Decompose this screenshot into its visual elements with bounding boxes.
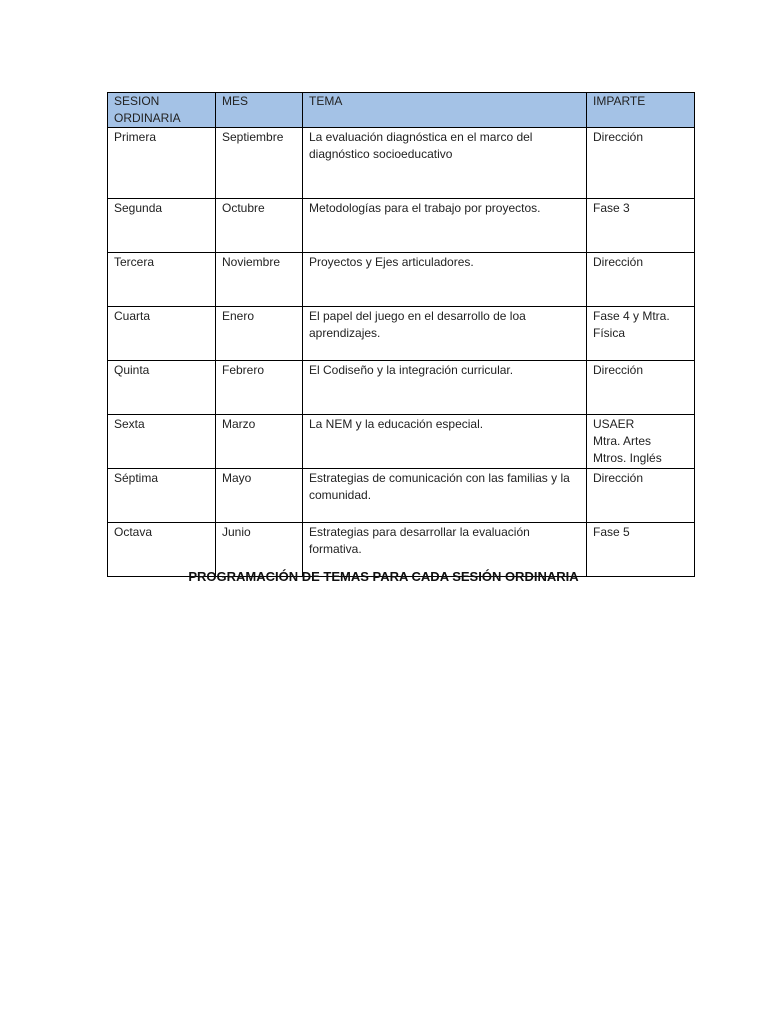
cell-tema: El papel del juego en el desarrollo de loa aprendizajes. [303,307,587,361]
imparte-line: Fase 3 [593,201,630,215]
cell-sesion: Séptima [108,469,216,523]
header-tema: TEMA [303,93,587,128]
cell-tema: La NEM y la educación especial. [303,415,587,469]
header-imparte: IMPARTE [587,93,695,128]
cell-tema: Proyectos y Ejes articuladores. [303,253,587,307]
cell-tema: Estrategias para desarrollar la evaluación formativa. [303,523,587,577]
table-row [108,307,695,361]
cell-sesion: Sexta [108,415,216,469]
imparte-line: USAER [593,417,635,431]
imparte-line: Fase 5 [593,525,630,539]
cell-mes: Septiembre [216,128,303,199]
header-mes: MES [216,93,303,128]
imparte-line: Dirección [593,130,644,144]
cell-imparte [587,307,695,361]
imparte-line: Fase 4 y Mtra. Física [593,309,670,340]
cell-mes: Febrero [216,361,303,415]
cell-sesion: Primera [108,128,216,199]
cell-mes: Junio [216,523,303,577]
cell-sesion: Octava [108,523,216,577]
cell-imparte [587,128,695,199]
cell-mes: Enero [216,307,303,361]
table-row [108,415,695,469]
table-caption: PROGRAMACIÓN DE TEMAS PARA CADA SESIÓN ORDINARIA [188,569,579,584]
header-sesion: SESION ORDINARIA [108,93,216,128]
imparte-line: Mtra. Artes [593,434,652,448]
cell-sesion: Tercera [108,253,216,307]
cell-mes: Marzo [216,415,303,469]
imparte-line: Dirección [593,255,644,269]
table-row [108,128,695,199]
cell-mes: Mayo [216,469,303,523]
cell-imparte [587,253,695,307]
cell-imparte [587,361,695,415]
table-header-row [108,93,695,128]
cell-mes: Octubre [216,199,303,253]
cell-imparte [587,469,695,523]
sessions-table [107,92,695,577]
cell-imparte [587,199,695,253]
table-row [108,469,695,523]
imparte-line: Dirección [593,471,644,485]
table-row [108,361,695,415]
table-row [108,199,695,253]
cell-tema: El Codiseño y la integración curricular. [303,361,587,415]
cell-tema: La evaluación diagnóstica en el marco del diagnóstico socioeducativo [303,128,587,199]
imparte-line: Dirección [593,363,644,377]
table-row [108,253,695,307]
cell-sesion: Cuarta [108,307,216,361]
cell-sesion: Segunda [108,199,216,253]
cell-sesion: Quinta [108,361,216,415]
cell-tema: Estrategias de comunicación con las familias y la comunidad. [303,469,587,523]
cell-imparte [587,415,695,469]
cell-tema: Metodologías para el trabajo por proyectos. [303,199,587,253]
cell-mes: Noviembre [216,253,303,307]
imparte-line: Mtros. Inglés [593,451,662,465]
